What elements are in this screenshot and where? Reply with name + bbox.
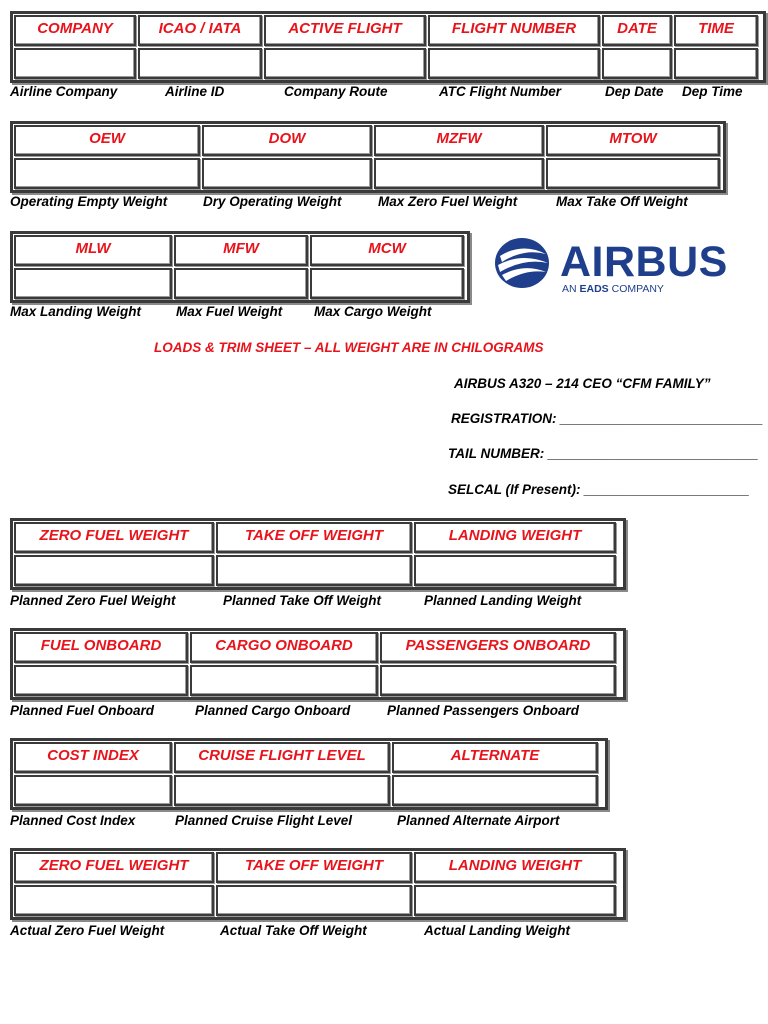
header-company: COMPANY	[14, 15, 136, 46]
planned-tow-field[interactable]	[216, 555, 412, 586]
caption-airline-id: Airline ID	[165, 84, 225, 99]
time-field[interactable]	[674, 48, 758, 79]
header-time: TIME	[674, 15, 758, 46]
registration-line[interactable]: REGISTRATION: ___________________________	[451, 411, 763, 426]
planned-route-table	[10, 738, 608, 810]
dow-field[interactable]	[202, 158, 372, 189]
caption-max-take-off-weight: Max Take Off Weight	[556, 194, 688, 209]
header-icao-iata: ICAO / IATA	[138, 15, 262, 46]
header-cruise-flight-level: CRUISE FLIGHT LEVEL	[174, 742, 390, 773]
cargo-onboard-field[interactable]	[190, 665, 378, 696]
caption-dep-time: Dep Time	[682, 84, 743, 99]
caption-planned-fuel-onboard: Planned Fuel Onboard	[10, 703, 155, 718]
active-flight-field[interactable]	[264, 48, 426, 79]
header-mtow: MTOW	[546, 125, 720, 156]
caption-planned-passengers-onboard: Planned Passengers Onboard	[387, 703, 580, 718]
caption-planned-cost-index: Planned Cost Index	[10, 813, 136, 828]
selcal-line[interactable]: SELCAL (If Present): ______________________	[448, 482, 750, 497]
header-flight-number: FLIGHT NUMBER	[428, 15, 600, 46]
header-actual-zero-fuel-weight: ZERO FUEL WEIGHT	[14, 852, 214, 883]
flight-number-field[interactable]	[428, 48, 600, 79]
mfw-field[interactable]	[174, 268, 308, 299]
sheet-title: LOADS & TRIM SHEET – ALL WEIGHT ARE IN CHILOGRAMS	[154, 340, 544, 355]
airbus-logo	[494, 232, 758, 298]
caption-planned-alternate-airport: Planned Alternate Airport	[397, 813, 560, 828]
airbus-emblem-icon	[494, 232, 758, 298]
date-field[interactable]	[602, 48, 672, 79]
header-landing-weight: LANDING WEIGHT	[414, 522, 616, 553]
aircraft-weights-table	[10, 121, 726, 193]
icao-iata-field[interactable]	[138, 48, 262, 79]
header-alternate: ALTERNATE	[392, 742, 598, 773]
actual-tow-field[interactable]	[216, 885, 412, 916]
header-mlw: MLW	[14, 235, 172, 266]
header-mfw: MFW	[174, 235, 308, 266]
oew-field[interactable]	[14, 158, 200, 189]
aircraft-model: AIRBUS A320 – 214 CEO “CFM FAMILY”	[454, 376, 711, 391]
cruise-flight-level-field[interactable]	[174, 775, 390, 806]
header-actual-landing-weight: LANDING WEIGHT	[414, 852, 616, 883]
header-active-flight: ACTIVE FLIGHT	[264, 15, 426, 46]
caption-airline-company: Airline Company	[10, 84, 118, 99]
fuel-onboard-field[interactable]	[14, 665, 188, 696]
caption-dry-operating-weight: Dry Operating Weight	[203, 194, 342, 209]
header-mcw: MCW	[310, 235, 464, 266]
caption-planned-cruise-flight-level: Planned Cruise Flight Level	[175, 813, 353, 828]
header-cargo-onboard: CARGO ONBOARD	[190, 632, 378, 663]
header-take-off-weight: TAKE OFF WEIGHT	[216, 522, 412, 553]
tail-number-line[interactable]: TAIL NUMBER: ____________________________	[448, 446, 759, 461]
header-mzfw: MZFW	[374, 125, 544, 156]
airbus-wordmark: AIRBUS	[560, 238, 728, 286]
caption-max-cargo-weight: Max Cargo Weight	[314, 304, 432, 319]
flight-info-table	[10, 11, 766, 83]
header-dow: DOW	[202, 125, 372, 156]
mcw-field[interactable]	[310, 268, 464, 299]
caption-planned-landing-weight: Planned Landing Weight	[424, 593, 582, 608]
caption-planned-take-off-weight: Planned Take Off Weight	[223, 593, 382, 608]
caption-planned-cargo-onboard: Planned Cargo Onboard	[195, 703, 351, 718]
planned-zfw-field[interactable]	[14, 555, 214, 586]
mzfw-field[interactable]	[374, 158, 544, 189]
alternate-field[interactable]	[392, 775, 598, 806]
caption-operating-empty-weight: Operating Empty Weight	[10, 194, 168, 209]
mtow-field[interactable]	[546, 158, 720, 189]
header-actual-take-off-weight: TAKE OFF WEIGHT	[216, 852, 412, 883]
caption-max-fuel-weight: Max Fuel Weight	[176, 304, 283, 319]
actual-lw-field[interactable]	[414, 885, 616, 916]
passengers-onboard-field[interactable]	[380, 665, 616, 696]
actual-weights-table	[10, 848, 626, 920]
header-oew: OEW	[14, 125, 200, 156]
header-date: DATE	[602, 15, 672, 46]
actual-zfw-field[interactable]	[14, 885, 214, 916]
cost-index-field[interactable]	[14, 775, 172, 806]
header-cost-index: COST INDEX	[14, 742, 172, 773]
planned-weights-table	[10, 518, 626, 590]
caption-company-route: Company Route	[284, 84, 388, 99]
caption-planned-zero-fuel-weight: Planned Zero Fuel Weight	[10, 593, 176, 608]
header-fuel-onboard: FUEL ONBOARD	[14, 632, 188, 663]
caption-max-zero-fuel-weight: Max Zero Fuel Weight	[378, 194, 518, 209]
caption-actual-take-off-weight: Actual Take Off Weight	[220, 923, 367, 938]
caption-max-landing-weight: Max Landing Weight	[10, 304, 141, 319]
header-zero-fuel-weight: ZERO FUEL WEIGHT	[14, 522, 214, 553]
header-passengers-onboard: PASSENGERS ONBOARD	[380, 632, 616, 663]
planned-lw-field[interactable]	[414, 555, 616, 586]
caption-dep-date: Dep Date	[605, 84, 664, 99]
company-field[interactable]	[14, 48, 136, 79]
caption-actual-landing-weight: Actual Landing Weight	[424, 923, 570, 938]
caption-atc-flight-number: ATC Flight Number	[439, 84, 561, 99]
mlw-field[interactable]	[14, 268, 172, 299]
caption-actual-zero-fuel-weight: Actual Zero Fuel Weight	[10, 923, 165, 938]
eads-tagline: AN EADS COMPANY	[562, 283, 664, 295]
max-weights-table	[10, 231, 470, 303]
planned-onboard-table	[10, 628, 626, 700]
